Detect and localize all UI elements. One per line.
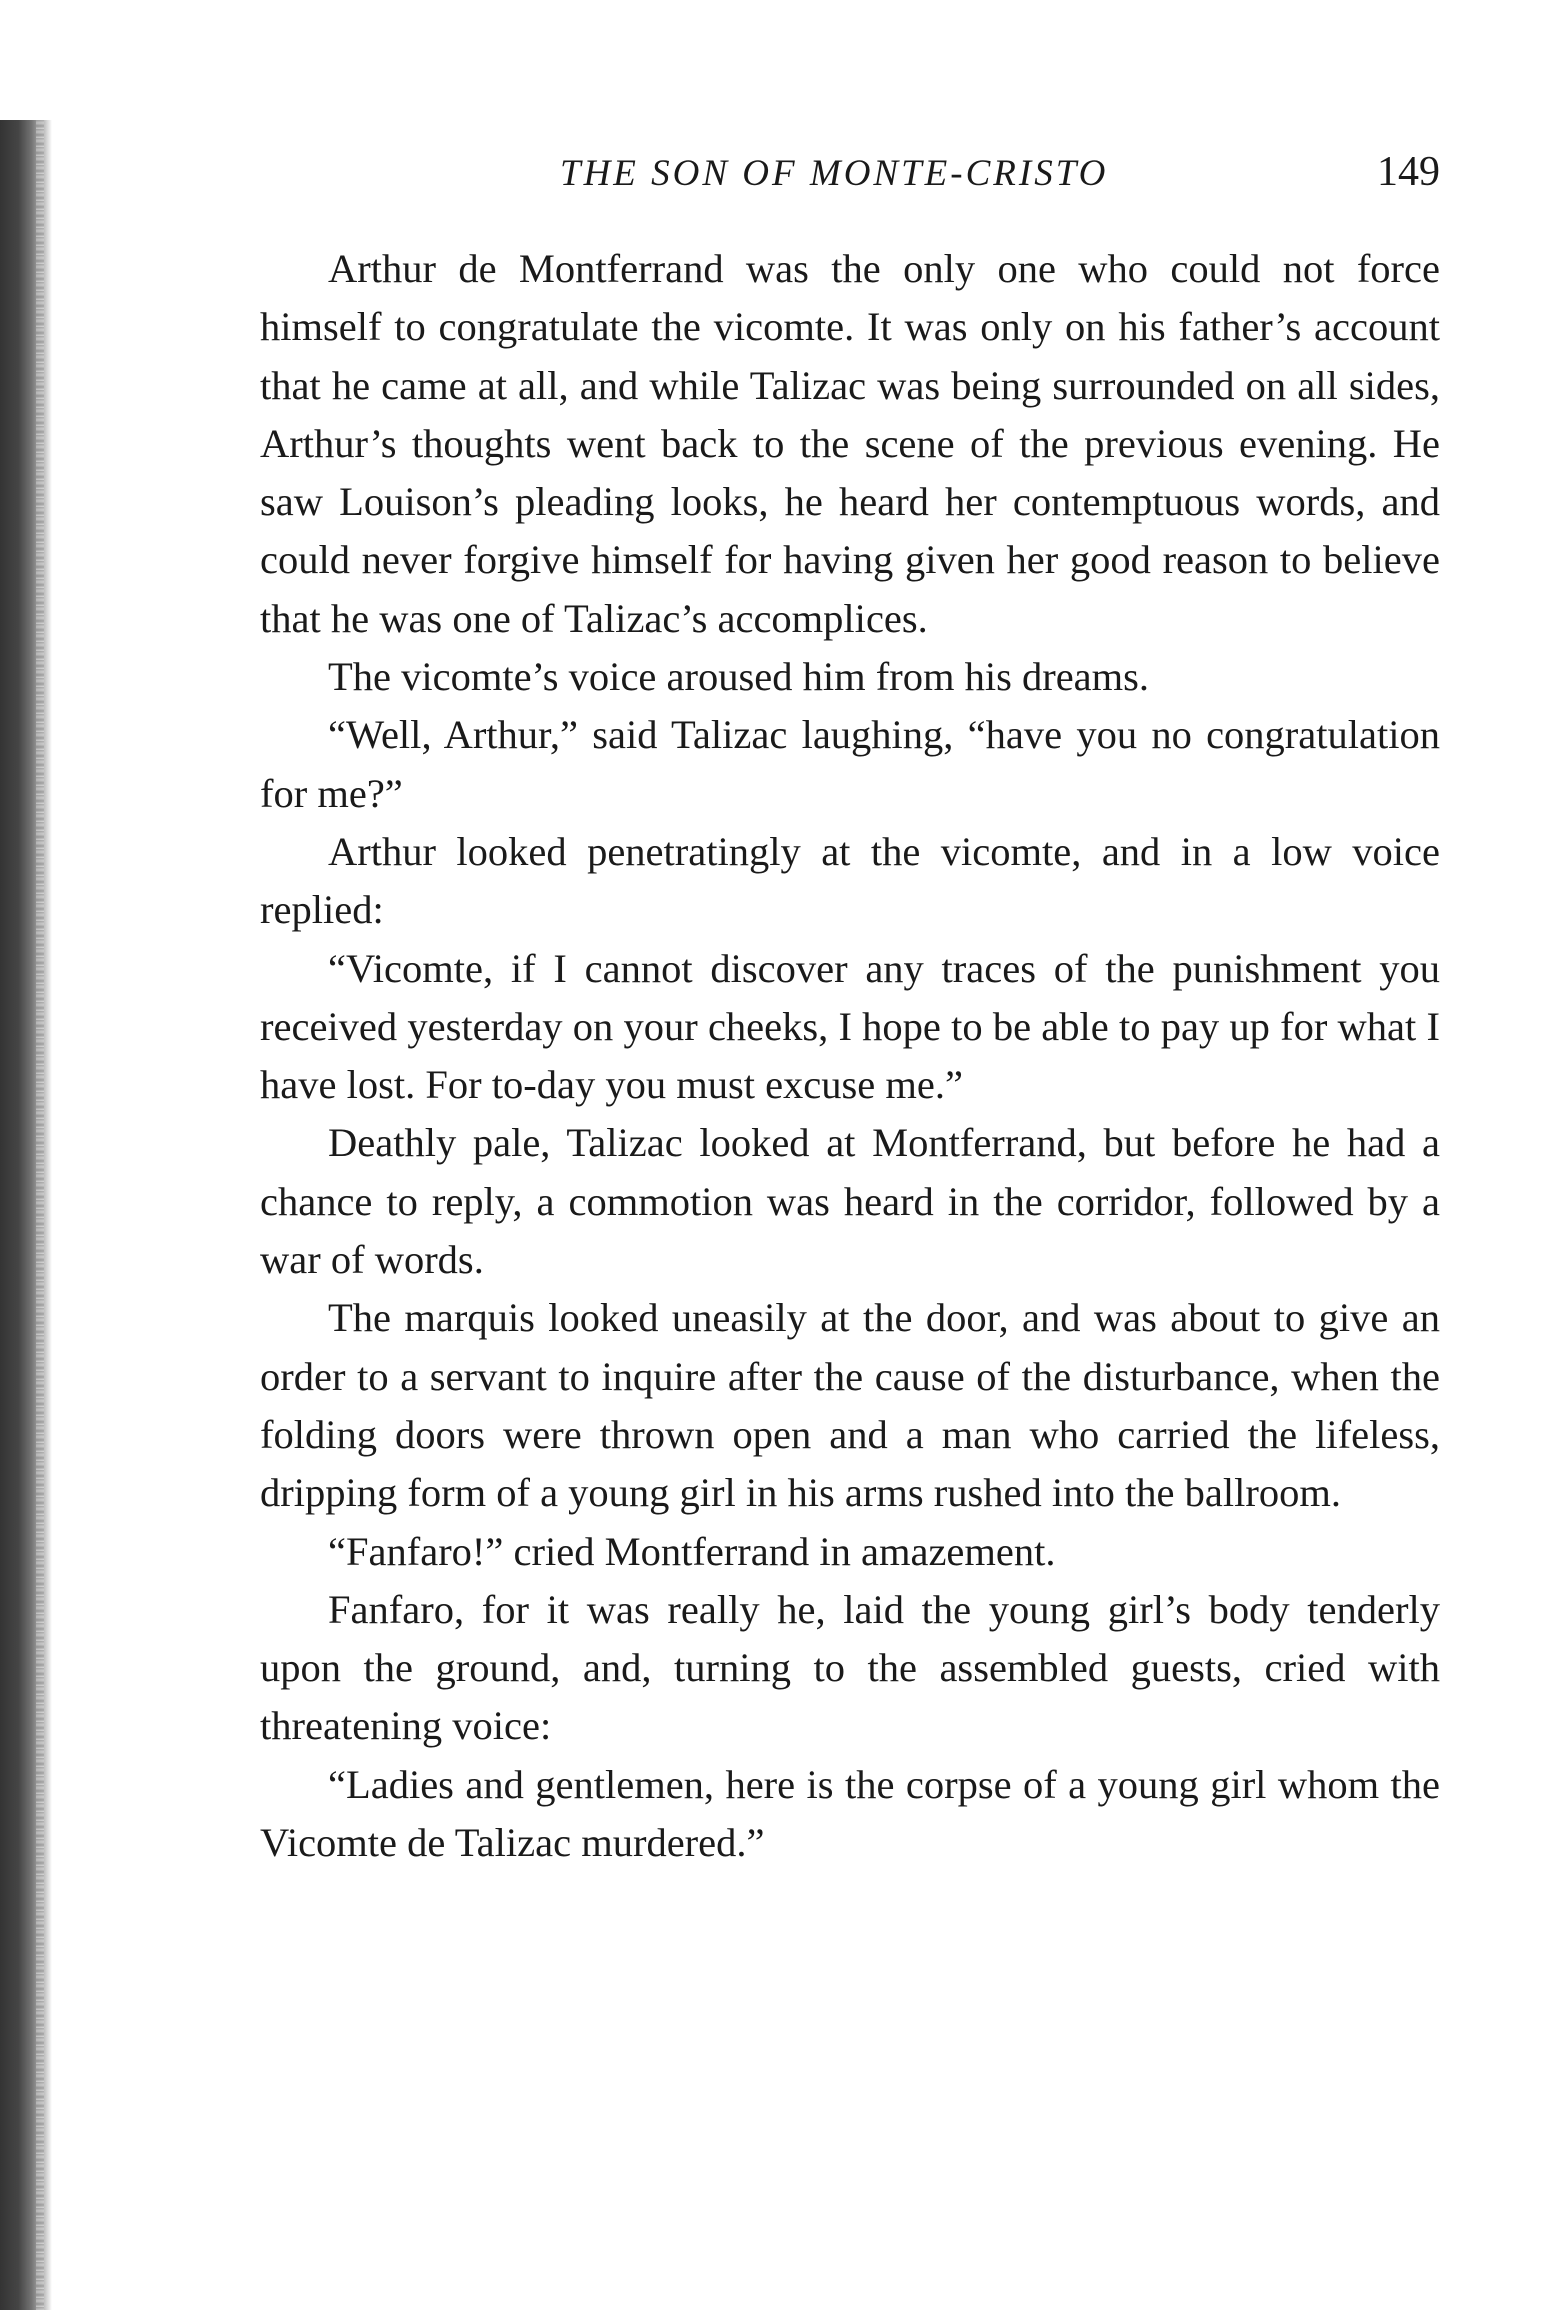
body-text: [260, 240, 1440, 1872]
paragraph: Deathly pale, Talizac looked at Montferrand, but before he had a chance to reply, a commotion was heard in the corridor, followed by a war of words.: [260, 1120, 1440, 1283]
running-head: [260, 149, 1440, 212]
paragraph: Arthur de Montferrand was the only one who could not force himself to congratulate the vicomte. It was only on his father’s account that he came at all, and while Talizac was being surrounded on all sides, Arthur’s thoughts went back to the scene of the previous evening. He saw Louison’s pleading looks, he heard her contemptuous words, and could never forgive himself for having given her good reason to believe that he was one of Talizac’s accomplices.: [260, 246, 1440, 641]
page-number: 149: [1377, 149, 1440, 195]
paragraph: The marquis looked uneasily at the door, and was about to give an order to a servant to inquire after the cause of the disturbance, when the folding doors were thrown open and a man who carried the lifeless, dripping form of a young girl in his arms rushed into the ballroom.: [260, 1295, 1440, 1516]
paragraph: “Fanfaro!” cried Montferrand in amazement.: [328, 1528, 1056, 1574]
paragraph: “Ladies and gentlemen, here is the corpse of a young girl whom the Vicomte de Talizac murdered.”: [260, 1761, 1440, 1866]
running-title: THE SON OF MONTE-CRISTO: [560, 153, 1109, 194]
paragraph: “Vicomte, if I cannot discover any traces of the punishment you received yesterday on your cheeks, I hope to be able to pay up for what I have lost. For to-day you must excuse me.”: [260, 945, 1440, 1108]
paragraph: Fanfaro, for it was really he, laid the young girl’s body tenderly upon the ground, and, turning to the assembled guests, cried with threatening voice:: [260, 1586, 1440, 1749]
paragraph: Arthur looked penetratingly at the vicomte, and in a low voice replied:: [260, 828, 1440, 933]
paragraph: “Well, Arthur,” said Talizac laughing, “have you no congratulation for me?”: [260, 712, 1440, 816]
binding-edge: [0, 120, 52, 2310]
paragraph: The vicomte’s voice aroused him from his dreams.: [328, 654, 1150, 700]
